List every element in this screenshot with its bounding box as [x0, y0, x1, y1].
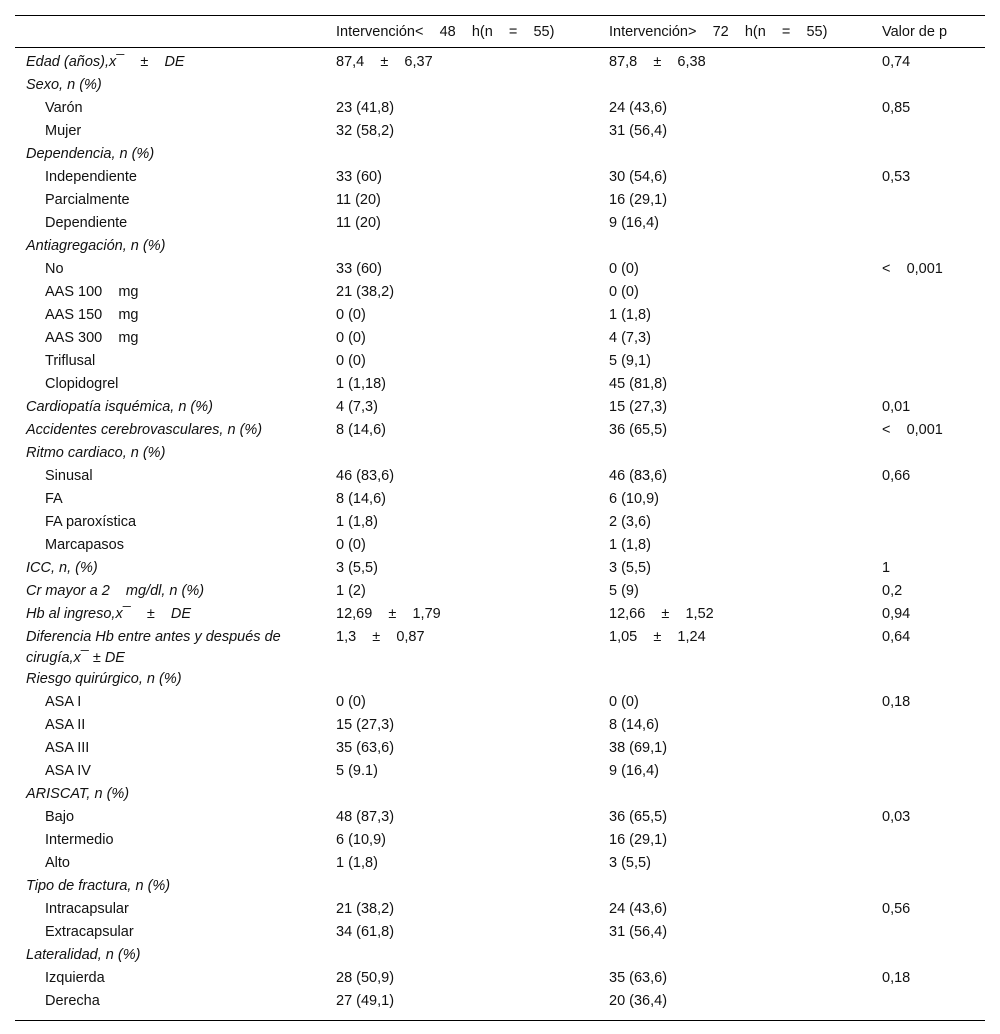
- table-row: [15, 98, 985, 121]
- cell-intervention-under-48h: 21 (38,2): [336, 901, 395, 917]
- table-row: [15, 167, 985, 190]
- row-label: Mujer: [45, 123, 82, 139]
- table-row: [15, 692, 985, 715]
- table-row: [15, 853, 985, 876]
- cell-intervention-over-72h: 16 (29,1): [609, 832, 668, 848]
- header-row: [15, 16, 985, 48]
- cell-p-value: [871, 991, 985, 1021]
- cell-intervention-over-72h: [598, 75, 871, 98]
- cell-intervention-over-72h: 36 (65,5): [609, 422, 668, 438]
- table-header: [15, 16, 985, 48]
- row-label: Intracapsular: [45, 901, 129, 917]
- cell-p-value: [871, 535, 985, 558]
- table-row: [15, 991, 985, 1021]
- table-row: [15, 627, 985, 669]
- row-label: ASA IV: [45, 763, 91, 779]
- table-row: [15, 604, 985, 627]
- cell-p-value: [871, 305, 985, 328]
- cell-intervention-under-48h: [325, 784, 598, 807]
- cell-intervention-under-48h: 0 (0): [336, 330, 366, 346]
- cell-p-value: [871, 282, 985, 305]
- cell-intervention-under-48h: 1,3 ± 0,87: [336, 629, 425, 645]
- cell-intervention-under-48h: 6 (10,9): [336, 832, 386, 848]
- cell-intervention-over-72h: 1,05 ± 1,24: [609, 629, 706, 645]
- table-row: [15, 512, 985, 535]
- table-row: [15, 876, 985, 899]
- cell-p-value: [871, 738, 985, 761]
- table-row: [15, 761, 985, 784]
- cell-intervention-under-48h: [325, 75, 598, 98]
- table-row: [15, 236, 985, 259]
- cell-intervention-under-48h: 33 (60): [336, 261, 382, 277]
- row-label: Extracapsular: [45, 924, 134, 940]
- cell-intervention-over-72h: 36 (65,5): [609, 809, 668, 825]
- row-label: Lateralidad, n (%): [26, 947, 141, 963]
- cell-p-value: [871, 121, 985, 144]
- row-label: AAS 150 mg: [45, 307, 139, 323]
- cell-p-value: [871, 328, 985, 351]
- cell-intervention-over-72h: [598, 236, 871, 259]
- cell-intervention-under-48h: [325, 144, 598, 167]
- table-row: [15, 305, 985, 328]
- cell-intervention-under-48h: [325, 876, 598, 899]
- cell-p-value: [871, 922, 985, 945]
- table-row: [15, 328, 985, 351]
- table-row: [15, 535, 985, 558]
- row-label: Derecha: [15, 991, 325, 1021]
- cell-p-value: 0,85: [882, 100, 911, 116]
- cell-p-value: [871, 830, 985, 853]
- row-label: ASA I: [45, 694, 82, 710]
- table-row: [15, 282, 985, 305]
- header-intervention-over-72h: Intervención> 72 h(n = 55): [598, 16, 871, 48]
- cell-intervention-over-72h: 4 (7,3): [609, 330, 651, 346]
- table-row: [15, 466, 985, 489]
- cell-p-value: [871, 784, 985, 807]
- cell-p-value: [871, 853, 985, 876]
- cell-intervention-over-72h: 5 (9,1): [609, 353, 651, 369]
- header-variable: [15, 16, 325, 48]
- cell-p-value: 0,56: [882, 901, 911, 917]
- cell-intervention-under-48h: 1 (2): [336, 583, 366, 599]
- cell-p-value: < 0,001: [882, 422, 943, 438]
- cell-p-value: [871, 190, 985, 213]
- table-row: [15, 899, 985, 922]
- cell-intervention-under-48h: 11 (20): [336, 192, 381, 208]
- row-label: ARISCAT, n (%): [26, 786, 130, 802]
- row-label: FA: [45, 491, 63, 507]
- cell-intervention-over-72h: 0 (0): [609, 694, 639, 710]
- cell-intervention-under-48h: 46 (83,6): [336, 468, 395, 484]
- cell-intervention-over-72h: [598, 144, 871, 167]
- table-row: [15, 351, 985, 374]
- row-label: Dependiente: [45, 215, 128, 231]
- table-row: [15, 807, 985, 830]
- table-row: [15, 190, 985, 213]
- cell-intervention-under-48h: 87,4 ± 6,37: [336, 54, 433, 70]
- row-label: No: [45, 261, 64, 277]
- cell-intervention-over-72h: 1 (1,8): [609, 537, 651, 553]
- table-row: [15, 121, 985, 144]
- table-body: [15, 48, 985, 1021]
- table-row: [15, 144, 985, 167]
- header-intervention-under-48h: Intervención< 48 h(n = 55): [325, 16, 598, 48]
- row-label: Alto: [45, 855, 70, 871]
- cell-intervention-under-48h: [325, 669, 598, 692]
- table-row: [15, 738, 985, 761]
- cell-intervention-over-72h: 1 (1,8): [609, 307, 651, 323]
- cell-intervention-over-72h: 16 (29,1): [609, 192, 668, 208]
- cell-intervention-over-72h: 5 (9): [609, 583, 639, 599]
- row-label: Parcialmente: [45, 192, 130, 208]
- table-row: [15, 784, 985, 807]
- row-label: ASA III: [45, 740, 90, 756]
- cell-intervention-under-48h: 32 (58,2): [336, 123, 395, 139]
- cell-intervention-over-72h: 12,66 ± 1,52: [609, 606, 714, 622]
- table-row: [15, 558, 985, 581]
- row-label: Intermedio: [45, 832, 114, 848]
- table-row: [15, 213, 985, 236]
- cell-p-value: 0,64: [882, 629, 911, 645]
- cell-p-value: 0,74: [882, 54, 911, 70]
- table-row: [15, 397, 985, 420]
- cell-p-value: [871, 715, 985, 738]
- cell-intervention-under-48h: 33 (60): [336, 169, 382, 185]
- cell-intervention-under-48h: [325, 945, 598, 968]
- cell-p-value: [871, 489, 985, 512]
- cell-intervention-over-72h: [598, 945, 871, 968]
- cell-intervention-over-72h: 3 (5,5): [609, 855, 651, 871]
- row-label: Diferencia Hb entre antes y después de cirugía,x¯ ± DE: [26, 629, 281, 666]
- cell-intervention-over-72h: 20 (36,4): [598, 991, 871, 1021]
- cell-intervention-under-48h: 21 (38,2): [336, 284, 395, 300]
- table-row: [15, 945, 985, 968]
- row-label: Hb al ingreso,x¯ ± DE: [26, 606, 192, 622]
- cell-intervention-under-48h: 34 (61,8): [336, 924, 395, 940]
- table-row: [15, 443, 985, 466]
- row-label: Ritmo cardiaco, n (%): [26, 445, 166, 461]
- cell-p-value: [871, 144, 985, 167]
- table-row: [15, 830, 985, 853]
- cell-intervention-over-72h: 15 (27,3): [609, 399, 668, 415]
- cell-intervention-under-48h: 48 (87,3): [336, 809, 395, 825]
- cell-intervention-over-72h: [598, 784, 871, 807]
- cell-intervention-under-48h: 3 (5,5): [336, 560, 378, 576]
- table-row: [15, 922, 985, 945]
- row-label: Sinusal: [45, 468, 93, 484]
- row-label: Sexo, n (%): [26, 77, 102, 93]
- baseline-characteristics-table-container: [15, 15, 985, 1021]
- row-label: Independiente: [45, 169, 137, 185]
- cell-p-value: [871, 443, 985, 466]
- cell-p-value: 1: [882, 560, 891, 576]
- row-label: Dependencia, n (%): [26, 146, 155, 162]
- table-row: [15, 75, 985, 98]
- cell-intervention-under-48h: 11 (20): [336, 215, 381, 231]
- cell-intervention-over-72h: 45 (81,8): [609, 376, 668, 392]
- table-row: [15, 259, 985, 282]
- cell-p-value: [871, 945, 985, 968]
- row-label: ICC, n, (%): [26, 560, 98, 576]
- table-row: [15, 715, 985, 738]
- cell-intervention-under-48h: [325, 443, 598, 466]
- cell-p-value: [871, 351, 985, 374]
- cell-intervention-over-72h: 87,8 ± 6,38: [609, 54, 706, 70]
- row-label: Antiagregación, n (%): [26, 238, 166, 254]
- cell-intervention-under-48h: 1 (1,8): [336, 855, 378, 871]
- cell-p-value: 0,53: [882, 169, 911, 185]
- cell-p-value: [871, 213, 985, 236]
- cell-intervention-under-48h: 15 (27,3): [336, 717, 395, 733]
- cell-intervention-under-48h: 0 (0): [336, 353, 366, 369]
- cell-p-value: 0,01: [882, 399, 911, 415]
- cell-intervention-over-72h: [598, 443, 871, 466]
- cell-intervention-over-72h: 31 (56,4): [609, 924, 668, 940]
- cell-intervention-over-72h: 31 (56,4): [609, 123, 668, 139]
- cell-intervention-over-72h: 2 (3,6): [609, 514, 651, 530]
- cell-p-value: [871, 75, 985, 98]
- row-label: Triflusal: [45, 353, 96, 369]
- cell-p-value: [871, 512, 985, 535]
- cell-intervention-under-48h: 1 (1,18): [336, 376, 386, 392]
- cell-intervention-over-72h: 9 (16,4): [609, 215, 659, 231]
- cell-intervention-over-72h: 30 (54,6): [609, 169, 668, 185]
- cell-intervention-under-48h: 4 (7,3): [336, 399, 378, 415]
- row-label: Cardiopatía isquémica, n (%): [26, 399, 213, 415]
- row-label: Izquierda: [45, 970, 105, 986]
- cell-intervention-over-72h: 0 (0): [609, 261, 639, 277]
- cell-intervention-under-48h: 8 (14,6): [336, 491, 386, 507]
- cell-intervention-under-48h: 0 (0): [336, 694, 366, 710]
- header-p-value: Valor de p: [871, 16, 985, 48]
- cell-p-value: [871, 669, 985, 692]
- cell-intervention-under-48h: 0 (0): [336, 307, 366, 323]
- cell-p-value: < 0,001: [882, 261, 943, 277]
- baseline-characteristics-table: [15, 15, 985, 1021]
- table-row: [15, 48, 985, 76]
- table-row: [15, 581, 985, 604]
- cell-intervention-over-72h: 9 (16,4): [609, 763, 659, 779]
- cell-p-value: [871, 876, 985, 899]
- cell-p-value: 0,03: [882, 809, 911, 825]
- row-label: ASA II: [45, 717, 86, 733]
- cell-intervention-under-48h: 27 (49,1): [325, 991, 598, 1021]
- row-label: AAS 100 mg: [45, 284, 139, 300]
- cell-intervention-over-72h: 46 (83,6): [609, 468, 668, 484]
- cell-intervention-under-48h: 28 (50,9): [336, 970, 395, 986]
- cell-intervention-under-48h: 12,69 ± 1,79: [336, 606, 441, 622]
- cell-intervention-under-48h: 5 (9.1): [336, 763, 378, 779]
- row-label: FA paroxística: [45, 514, 137, 530]
- cell-p-value: [871, 761, 985, 784]
- cell-intervention-under-48h: 8 (14,6): [336, 422, 386, 438]
- cell-intervention-over-72h: [598, 876, 871, 899]
- cell-intervention-under-48h: [325, 236, 598, 259]
- table-row: [15, 489, 985, 512]
- cell-intervention-over-72h: 3 (5,5): [609, 560, 651, 576]
- cell-intervention-over-72h: 35 (63,6): [609, 970, 668, 986]
- cell-p-value: [871, 236, 985, 259]
- row-label: Cr mayor a 2 mg/dl, n (%): [26, 583, 205, 599]
- row-label: AAS 300 mg: [45, 330, 139, 346]
- cell-intervention-under-48h: 1 (1,8): [336, 514, 378, 530]
- cell-intervention-under-48h: 0 (0): [336, 537, 366, 553]
- row-label: Marcapasos: [45, 537, 124, 553]
- table-row: [15, 968, 985, 991]
- table-row: [15, 420, 985, 443]
- row-label: Edad (años),x¯ ± DE: [26, 54, 185, 70]
- cell-intervention-over-72h: 38 (69,1): [609, 740, 668, 756]
- cell-intervention-over-72h: [598, 669, 871, 692]
- cell-intervention-over-72h: 6 (10,9): [609, 491, 659, 507]
- cell-p-value: [871, 374, 985, 397]
- cell-p-value: 0,18: [882, 694, 911, 710]
- row-label: Riesgo quirúrgico, n (%): [26, 671, 182, 687]
- cell-p-value: 0,2: [882, 583, 903, 599]
- cell-intervention-under-48h: 23 (41,8): [336, 100, 395, 116]
- row-label: Tipo de fractura, n (%): [26, 878, 171, 894]
- cell-intervention-over-72h: 0 (0): [609, 284, 639, 300]
- cell-p-value: 0,18: [882, 970, 911, 986]
- cell-p-value: 0,66: [882, 468, 911, 484]
- cell-intervention-over-72h: 8 (14,6): [609, 717, 659, 733]
- row-label: Varón: [45, 100, 83, 116]
- cell-intervention-under-48h: 35 (63,6): [336, 740, 395, 756]
- cell-intervention-over-72h: 24 (43,6): [609, 100, 668, 116]
- row-label: Accidentes cerebrovasculares, n (%): [26, 422, 263, 438]
- row-label: Bajo: [45, 809, 75, 825]
- table-row: [15, 669, 985, 692]
- cell-p-value: 0,94: [882, 606, 911, 622]
- table-row: [15, 374, 985, 397]
- row-label: Clopidogrel: [45, 376, 119, 392]
- cell-intervention-over-72h: 24 (43,6): [609, 901, 668, 917]
